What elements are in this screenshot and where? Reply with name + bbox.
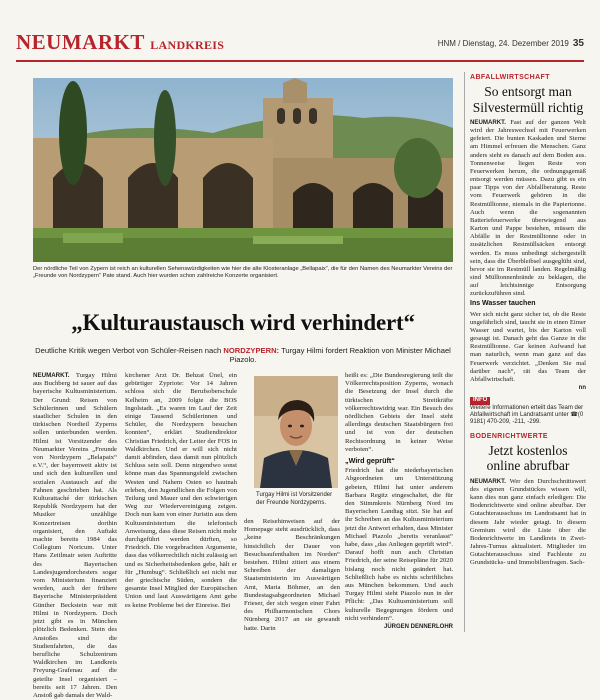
info-box bbox=[470, 397, 586, 427]
article-subhead: Deutliche Kritik wegen Verbot von Schüler-Reisen nach NORDZYPERN: Turgay Hilmi fordert Reaktion von Minister Michael Piazolo. bbox=[35, 346, 451, 364]
article-subheading: „Wird geprüft“ bbox=[345, 456, 395, 466]
page-header bbox=[16, 30, 584, 60]
sidebar-kicker-land: BODENRICHTWERTE bbox=[470, 432, 548, 440]
article-headline: „Kulturaustausch wird verhindert“ bbox=[71, 310, 415, 335]
header-rule bbox=[16, 60, 584, 62]
subhead-keyword: NORDZYPERN: bbox=[223, 346, 280, 355]
article-column-2: kirchener Arzt Dr. Behzat Ünel, ein gebürtiger Zypriote: Vor 14 Jahren schloss sich die Berufsoberschule Kelheim an, 2009 folgte die BOS Ingolstadt. „Es waren im Lauf der Zeit einige Tausend Schülerinnen und Schüler, die Nordzypern besuchen konnten“, erklärt Studiendirektor Christian Friedrich, der Leiter der FOS in Waldkirchen. Und er will sich nicht damit abfinden, dass damit nun plötzlich Schluss sein soll. Denn nirgendwo sonst könne man das Spannungsfeld zwischen Westen und Nahem Osten so hautnah erleben, den Jugendlichen die Folgen von Teilung und Mauer und den schwierigen Weg zur Wiedervereinigung zeigen. Doch nun kam von einer Juristin aus dem Kultusministerium die telefonisch Anweisung, dass diese Reisen nicht mehr durchgeführt werden dürften, so Friedrich. Die vorgebrachten Argumente, dass das völkerrechtlich nicht zulässig sei und es Sicherheitsbedenken gebe, hält er für „Humbug“. Schließlich sei nicht nur der griechische Süden, sondern die gesamte Insel Mitglied der Europäischen Union und laut Auswärtigem Amt gebe es keine Probleme bei der Einreise. Bei bbox=[125, 372, 237, 609]
sidebar-text-land: NEUMARKT. Wer den Durchschnittswert des eigenen Grundstückes wissen will, kann dies nun ganz einfach erledigen: Die Bodenrichtwerte sind online abrufbar. Der Gutachterausschuss im Landratsamt hat in diesem Jahr wieder getagt. In diesem Gremium wird die Liste über die Bodenrichtwerte im Landkreis in Zwei-Jahres-Turnus aktualisiert. Mitglieder im Gutachterausschuss sind Fachleute zu Grundstücks- und Immobilienfragen. Sach- bbox=[470, 477, 586, 567]
article-column-3: den Reisehinweisen auf der Homepage steht ausdrücklich, dass „keine Beschränkungen hinsichtlich der Dauer von Besuchsaufenthalten im Norden“ bestehen. Hilmi zitiert aus einem Schreiben der damaligen Staatsministerin im Auswärtigen Amt, Maria Böhmer, an den Bundestagsabgeordneten Michael Frieser, der sich wegen einer Fahrt des Philharmonischen Chors Nürnberg 2017 an sie gewandt hatte. Darin bbox=[244, 518, 340, 632]
info-tag: INFO bbox=[470, 397, 490, 404]
sidebar-subheading: Ins Wasser tauchen bbox=[470, 300, 536, 308]
article-column-4: heißt es: „Die Bundesregierung teilt die Völkerrechtsposition Zyperns, wonach die Besetzung der Insel durch die türkischen Streitkräfte völkerrechtswidrig war. Ein Besuch des nördlichen Gebiets der Insel steht allerdings deutschen Staatsbürgern frei und ist von der deutschen Rechtsordnung in keiner Weise verboten“. „Wird geprüft“ Friedrich hat die niederbayerischen Abgeordneten um Unterstützung gebeten, Hilmi hat unter anderem Barbara Regitz eingeschaltet, die für den Stimmkreis Nürnberg Nord im Bayerischen Landtag sitzt. Sie hat auf ihr Schreiben an das Kultusministerium jetzt die Antwort erhalten, dass Minister Michael Piazolo „bereits veranlasst“ habe, dass „das Anliegen geprüft wird“. Darauf hofft nun auch Christian Friedrich, der seine Reisepläne für 2020 bislang noch nicht geändert hat. Schließlich habe es nichts schriftliches aus München bekommen. Und auch Turgay Hilmi sieht Piazolo nun in der Pflicht: „Das Kultusministerium soll kulturelle Begegnungen fördern und nicht verhindern“. JÜRGEN DENNERLOHR bbox=[345, 372, 453, 631]
article-column-1: NEUMARKT. Turgay Hilmi aus Buchberg ist sauer auf das bayerische Kultusministerium. Der Grund: Reisen von Schülerinnen und Schülern staatlicher Schulen in den türkischen Nordteil Zyperns sollen unterbunden werden. Hilmi ist Vorsitzender des Neumarkter Vereins „Freunde von Nordzypern „Belapaix“ e.V.“, der bayernweit aktiv ist und sich den kulturellen und sozialen Austausch auf die Fahnen geschrieben hat. Als Kulturattaché der türkischen Republik Nordzypern hat der Musiker unzählige Konzertreisen dorthin organisiert, den Auftakt machte bereits 1984 das Collegium Noricum. Unter Hans Zeitlmair seien Auftritte des Bayerischen Landesjugendorchesters sogar vom Ministerium finanziert worden, auch der frühere Bayerische Ministerpräsident Günther Beckstein war mit Hilmi in Nordzypern. Doch jetzt gibt es in München plötzlich Bedenken. Stein des Anstoßes sind die Studienfahrten, die das berufliche Schulzentrum Waldkirchen im Landkreis Freyung-Grafenau auf die geteilte Insel organisiert – bereits seit 17 Jahren. Den Anstoß gab damals der Wald- bbox=[33, 372, 117, 699]
turgay-hilmi-portrait bbox=[254, 376, 338, 488]
sidebar-headline-land: Jetzt kostenlos online abrufbar bbox=[486, 442, 570, 474]
sidebar bbox=[470, 74, 586, 568]
sidebar-text-waste: NEUMARKT. Fast auf der ganzen Welt wird der Jahreswechsel mit Feuerwerken gefeiert. Die bunten Kaskaden und Sterne am Himmel erfreuen die Menschen. Ganz anders sieht es danach auf dem Boden aus. Tonnenweise liegen Reste von Feuerwerken herum, die ordnungsgemäß entsorgt werden müssen. Dazu gibt es ein paar Tipps von der Abfallberatung. Reste vom Feuerwerk gehören in die Restmülltonne, niemals in die Papiertonne. Auch wenn die sogenannten Batteriefeuerwerke überwiegend aus Karton und Pappe bestehen, müssen die Abfälle in der Restmülltonne oder in zusätzlichen Restmüllsäcken entsorgt werden. Es muss unbedingt sichergestellt sein, dass die Überbleibsel ausgeglüht sind, bevor sie im Restmüll landen. Regelmäßig sind Mülltonnenbrände zu beklagen, die auf leichtsinnige Entsorgung zurückzuführen sind. Ins Wasser tauchen Wer sich nicht ganz sicher ist, ob die Reste ungefährlich sind, taucht sie in einen Eimer Wasser und wartet, bis der Karton voll gesaugt ist. Danach geht das Ganze in die Restmülltonne. Gar keinen Aufwand hat man naturlich, wenn man ganz auf das Feuerwerk verzichtet. „Denken Sie mal darüber nach“, rät das Team der Abfallwirtschaft. nn bbox=[470, 119, 586, 391]
bellapaix-photo bbox=[33, 78, 453, 262]
photo-caption: Der nördliche Teil von Zypern ist reich an kulturellen Sehenswürdigkeiten wie hier die alte Klosteranlage „Bellapaix“, die für den Namen des Neumarkter Vereins der „Freunde von Nordzypern“ Pate stand. Auch hier wurden schon zahlreiche Konzerte organisiert. bbox=[33, 266, 453, 280]
sidebar-author: nn bbox=[578, 385, 586, 391]
issue-meta: HNM / Dienstag, 24. Dezember 2019 35 bbox=[437, 38, 584, 49]
page-number: 35 bbox=[572, 38, 584, 49]
sidebar-kicker-waste: ABFALLWIRTSCHAFT bbox=[470, 74, 550, 81]
sidebar-headline-waste: So entsorgt man Silvestermüll richtig bbox=[472, 84, 584, 115]
section-title: NEUMARKT LANDKREIS bbox=[16, 30, 225, 54]
article-author: JÜRGEN DENNERLOHR bbox=[383, 624, 453, 631]
portrait-caption: Turgay Hilmi ist Vorsitzender der Freunde Nordzyperns. bbox=[256, 492, 333, 506]
column-divider bbox=[464, 72, 465, 632]
info-text: Weitere Informationen erteilt das Team der Abfallwirtschaft im Landratsamt unter ☎(0 9181) 470-209, -211, -299. bbox=[470, 404, 584, 426]
section-subtitle: LANDKREIS bbox=[150, 38, 225, 52]
